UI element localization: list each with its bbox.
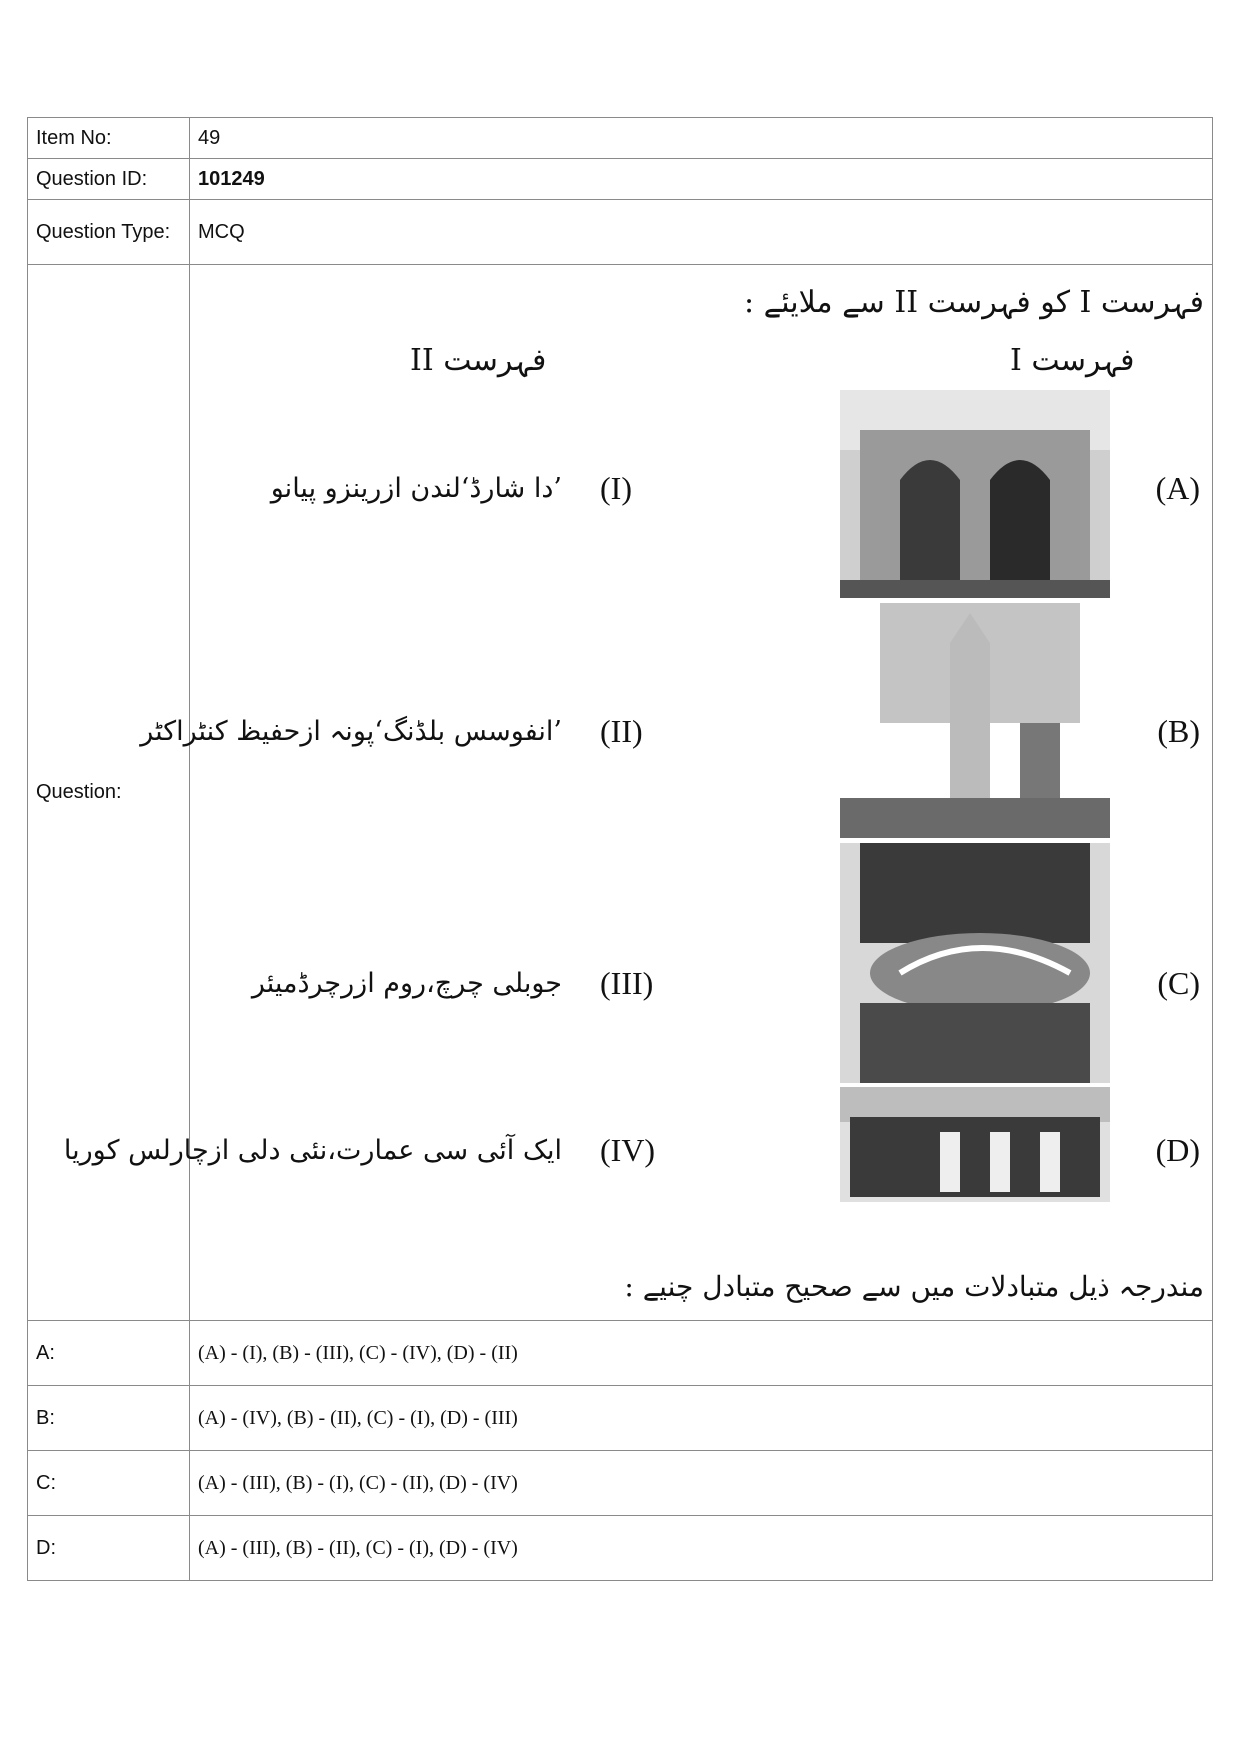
question-label: Question:: [28, 265, 190, 1321]
option-row-c[interactable]: [28, 1451, 1213, 1516]
list1-letter-c: (C): [1157, 965, 1200, 1001]
option-label-a: A:: [28, 1321, 190, 1386]
item-no-label: Item No:: [28, 118, 190, 159]
list1-letter-a: (A): [1155, 470, 1200, 506]
option-label-d: D:: [28, 1516, 190, 1581]
instruction-text: فہرست I کو فہرست II سے ملایئے :: [743, 285, 1204, 320]
question-id-value: 101249: [190, 159, 1213, 200]
list1-letter-b: (B): [1157, 713, 1200, 749]
option-row-b[interactable]: [28, 1386, 1213, 1451]
item-no-value: 49: [190, 118, 1213, 159]
final-instruction: مندرجہ ذیل متبادلات میں سے صحیح متبادل چنیے :: [624, 1270, 1204, 1303]
item-no-row: [28, 118, 1213, 159]
list2-roman-1: (I): [600, 470, 632, 506]
question-id-label: Question ID:: [28, 159, 190, 200]
list2-roman-4: (IV): [600, 1132, 656, 1168]
option-text-d[interactable]: (A) - (III), (B) - (II), (C) - (I), (D) - (IV): [190, 1516, 1213, 1581]
list1-letter-d: (D): [1155, 1132, 1200, 1168]
list2-item-1: ’دا شارڈ‘لندن ازرینزو پیانو: [270, 473, 562, 504]
option-label-b: B:: [28, 1386, 190, 1451]
option-text-a[interactable]: (A) - (I), (B) - (III), (C) - (IV), (D) - (II): [190, 1321, 1213, 1386]
list2-item-4: ایک آئی سی عمارت،نئی دلی ازچارلس کوریا: [63, 1135, 562, 1166]
option-row-a[interactable]: [28, 1321, 1213, 1386]
option-label-c: C:: [28, 1451, 190, 1516]
list2-roman-2: (II): [600, 713, 643, 749]
question-type-value: MCQ: [190, 200, 1213, 265]
question-table: [27, 117, 1213, 1581]
option-row-d[interactable]: [28, 1516, 1213, 1581]
modern-building-photo: [840, 843, 1110, 1083]
list2-item-3: جوبلی چرچ،روم ازرچرڈمیئر: [251, 968, 562, 999]
question-type-label: Question Type:: [28, 200, 190, 265]
option-text-c[interactable]: (A) - (III), (B) - (I), (C) - (II), (D) - (IV): [190, 1451, 1213, 1516]
question-id-row: [28, 159, 1213, 200]
skyscraper-photo: [840, 603, 1110, 838]
list2-item-2: ’انفوسس بلڈنگ‘پونہ ازحفیظ کنٹراکٹر: [140, 716, 562, 747]
question-type-row: [28, 200, 1213, 265]
list2-roman-3: (III): [600, 965, 654, 1001]
question-row: [28, 265, 1213, 1321]
stone-monument-photo: [840, 390, 1110, 598]
list1-heading: فہرست I: [1010, 343, 1135, 378]
institutional-building-photo: [840, 1087, 1110, 1202]
list2-heading: فہرست II: [410, 343, 547, 378]
option-text-b[interactable]: (A) - (IV), (B) - (II), (C) - (I), (D) - (III): [190, 1386, 1213, 1451]
